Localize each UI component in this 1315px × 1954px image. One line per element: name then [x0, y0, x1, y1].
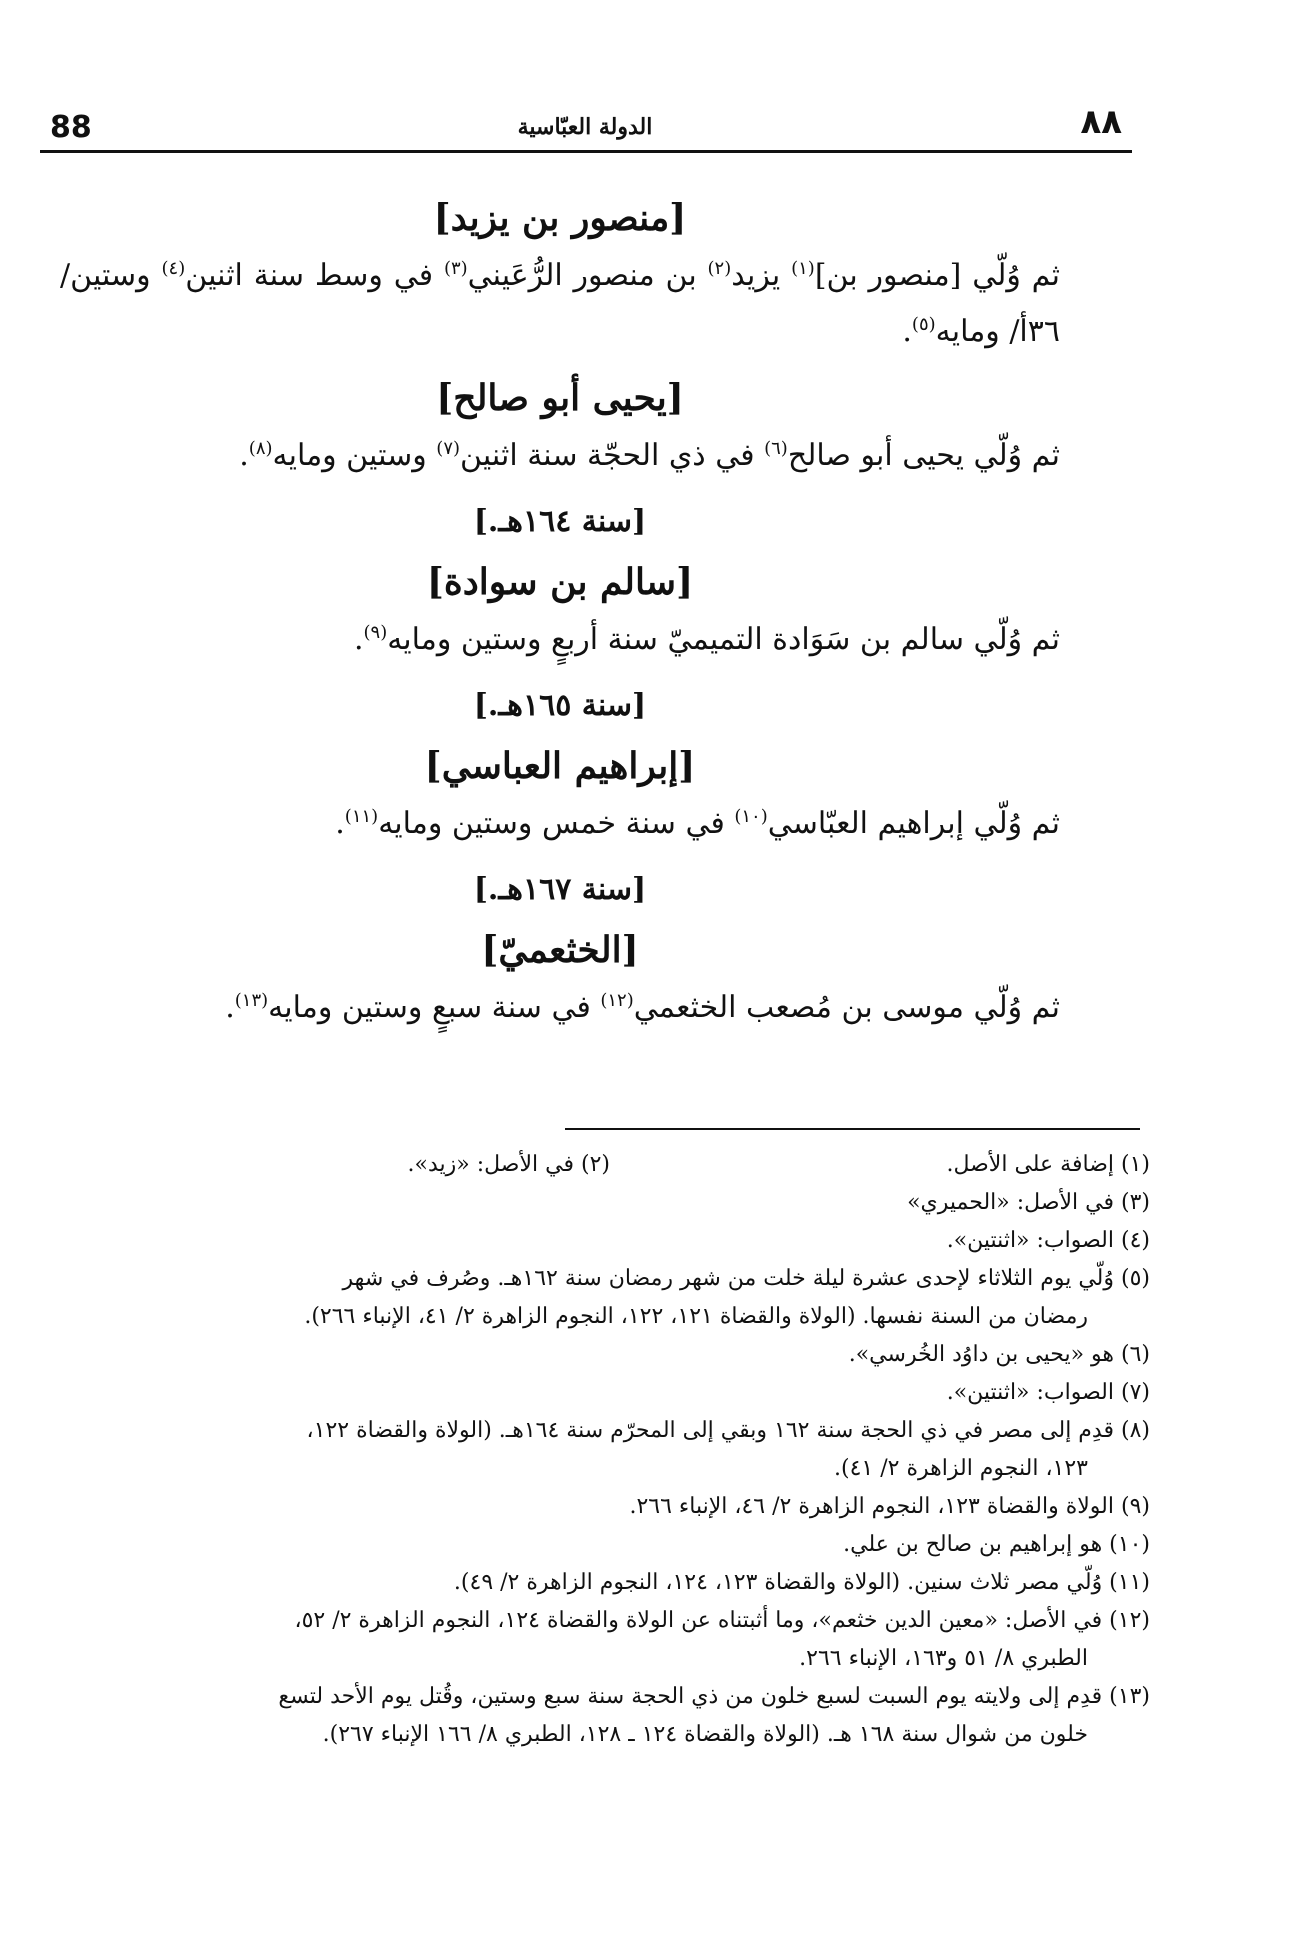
- footnote-rule: [565, 1128, 1140, 1130]
- paragraph-mansur: [60, 248, 1060, 360]
- footnotes: [60, 1146, 1150, 1754]
- footnote-3: (٣) في الأصل: «الحميري»: [907, 1190, 1150, 1215]
- footnote-ref: (٣): [443, 258, 468, 279]
- text: في سنة خمس وستين ومايه: [378, 806, 735, 841]
- year-heading-165: [سنة ١٦٥هـ.]: [473, 688, 647, 723]
- footnote-line: ١٢٣، النجوم الزاهرة ٢/ ٤١).: [834, 1456, 1088, 1481]
- text: في سنة سبعٍ وستين ومايه: [268, 990, 601, 1025]
- footnote-6: (٦) هو «يحيى بن داوُد الخُرسي».: [848, 1342, 1150, 1367]
- footnote-ref: (١١): [344, 806, 379, 827]
- footnote-4: (٤) الصواب: «اثنتين».: [946, 1228, 1150, 1253]
- text: ثم وُلّي سالم بن سَوَادة التميميّ سنة أربعٍ وستين ومايه: [387, 622, 1060, 657]
- footnote-line: (١٣) قدِم إلى ولايته يوم السبت لسبع خلون من ذي الحجة سنة سبع وستين، وقُتل يوم الأحد لتسع: [278, 1684, 1150, 1709]
- text: يزيد: [731, 258, 792, 293]
- paragraph-yahya: [60, 428, 1060, 484]
- section-heading-khathami: [الخثعميّ]: [481, 929, 639, 971]
- footnote-ref: (٩): [363, 622, 388, 643]
- footnote-line: (٨) قدِم إلى مصر في ذي الحجة سنة ١٦٢ وبقي إلى المحرّم سنة ١٦٤هـ. (الولاة والقضاة ١٢٢،: [306, 1418, 1150, 1443]
- text: .: [335, 806, 345, 841]
- footnote-ref: (٥): [911, 314, 936, 335]
- section-heading-ibrahim: [إبراهيم العباسي]: [424, 745, 696, 787]
- footnote-ref: (١٢): [600, 990, 634, 1011]
- section-heading-mansur: [منصور بن يزيد]: [433, 197, 687, 239]
- footnote-12: [60, 1602, 1150, 1678]
- footnote-ref: (٧): [436, 438, 461, 459]
- footnote-7: (٧) الصواب: «اثنتين».: [946, 1380, 1150, 1405]
- text: وستين/ ٣٦أ/ ومايه: [60, 258, 1060, 349]
- footnote-13: [60, 1678, 1150, 1754]
- page-number-latin: 88: [50, 110, 92, 145]
- text: ثم وُلّي يحيى أبو صالح: [787, 438, 1060, 473]
- footnote-ref: (٨): [248, 438, 273, 459]
- text: في وسط سنة اثنين: [185, 258, 444, 293]
- header-rule: [40, 150, 1132, 153]
- footnote-row: [60, 1146, 1150, 1184]
- running-title: الدولة العبّاسية: [517, 114, 653, 140]
- footnote-11: (١١) وُلّي مصر ثلاث سنين. (الولاة والقضاة ١٢٣، ١٢٤، النجوم الزاهرة ٢/ ٤٩).: [453, 1570, 1150, 1595]
- section-heading-salim: [سالم بن سوادة]: [426, 561, 694, 603]
- text: ثم وُلّي موسى بن مُصعب الخثعمي: [633, 990, 1060, 1025]
- footnote-8: [60, 1412, 1150, 1488]
- paragraph-ibrahim: [60, 796, 1060, 852]
- paragraph-salim: [60, 612, 1060, 668]
- text: .: [239, 438, 249, 473]
- text: بن منصور الرُّعَيني: [467, 258, 708, 293]
- footnote-line: رمضان من السنة نفسها. (الولاة والقضاة ١٢١، ١٢٢، النجوم الزاهرة ٢/ ٤١، الإنباء ٢٦٦).: [304, 1304, 1088, 1329]
- main-text: [60, 180, 1060, 1036]
- footnote-line: الطبري ٨/ ٥١ و١٦٣، الإنباء ٢٦٦.: [799, 1646, 1088, 1671]
- footnote-10: (١٠) هو إبراهيم بن صالح بن علي.: [843, 1532, 1150, 1557]
- text: ثم وُلّي [منصور بن]: [814, 258, 1060, 293]
- footnote-line: خلون من شوال سنة ١٦٨ هـ. (الولاة والقضاة ١٢٤ ـ ١٢٨، الطبري ٨/ ١٦٦ الإنباء ٢٦٧).: [322, 1722, 1088, 1747]
- year-heading-167: [سنة ١٦٧هـ.]: [473, 872, 647, 907]
- section-heading-yahya: [يحيى أبو صالح]: [436, 377, 684, 419]
- text: وستين ومايه: [272, 438, 437, 473]
- text: .: [902, 314, 912, 349]
- footnote-ref: (٦): [764, 438, 788, 459]
- footnote-line: (١٢) في الأصل: «معين الدين خثعم»، وما أثبتناه عن الولاة والقضاة ١٢٤، النجوم الزاهرة ٢/ ٥٢،: [294, 1608, 1150, 1633]
- footnote-ref: (١٠): [734, 806, 768, 827]
- text: .: [353, 622, 364, 657]
- paragraph-khathami: [60, 980, 1060, 1036]
- footnote-2: (٢) في الأصل: «زيد».: [407, 1152, 610, 1177]
- footnote-ref: (١٣): [234, 990, 269, 1011]
- text: ثم وُلّي إبراهيم العبّاسي: [767, 806, 1060, 841]
- footnote-5: [60, 1260, 1150, 1336]
- page-header: [40, 92, 1130, 152]
- footnote-ref: (١): [791, 258, 815, 279]
- year-heading-164: [سنة ١٦٤هـ.]: [473, 504, 647, 539]
- footnote-1: (١) إضافة على الأصل.: [946, 1152, 1150, 1177]
- footnote-9: (٩) الولاة والقضاة ١٢٣، النجوم الزاهرة ٢/ ٤٦، الإنباء ٢٦٦.: [629, 1494, 1150, 1519]
- footnote-line: (٥) وُلّي يوم الثلاثاء لإحدى عشرة ليلة خلت من شهر رمضان سنة ١٦٢هـ. وصُرف في شهر: [342, 1266, 1150, 1291]
- page-number-arabic: ٨٨: [1080, 102, 1122, 142]
- text: .: [225, 990, 235, 1025]
- footnote-ref: (٢): [707, 258, 732, 279]
- text: في ذي الحجّة سنة اثنين: [460, 438, 765, 473]
- footnote-ref: (٤): [161, 258, 186, 279]
